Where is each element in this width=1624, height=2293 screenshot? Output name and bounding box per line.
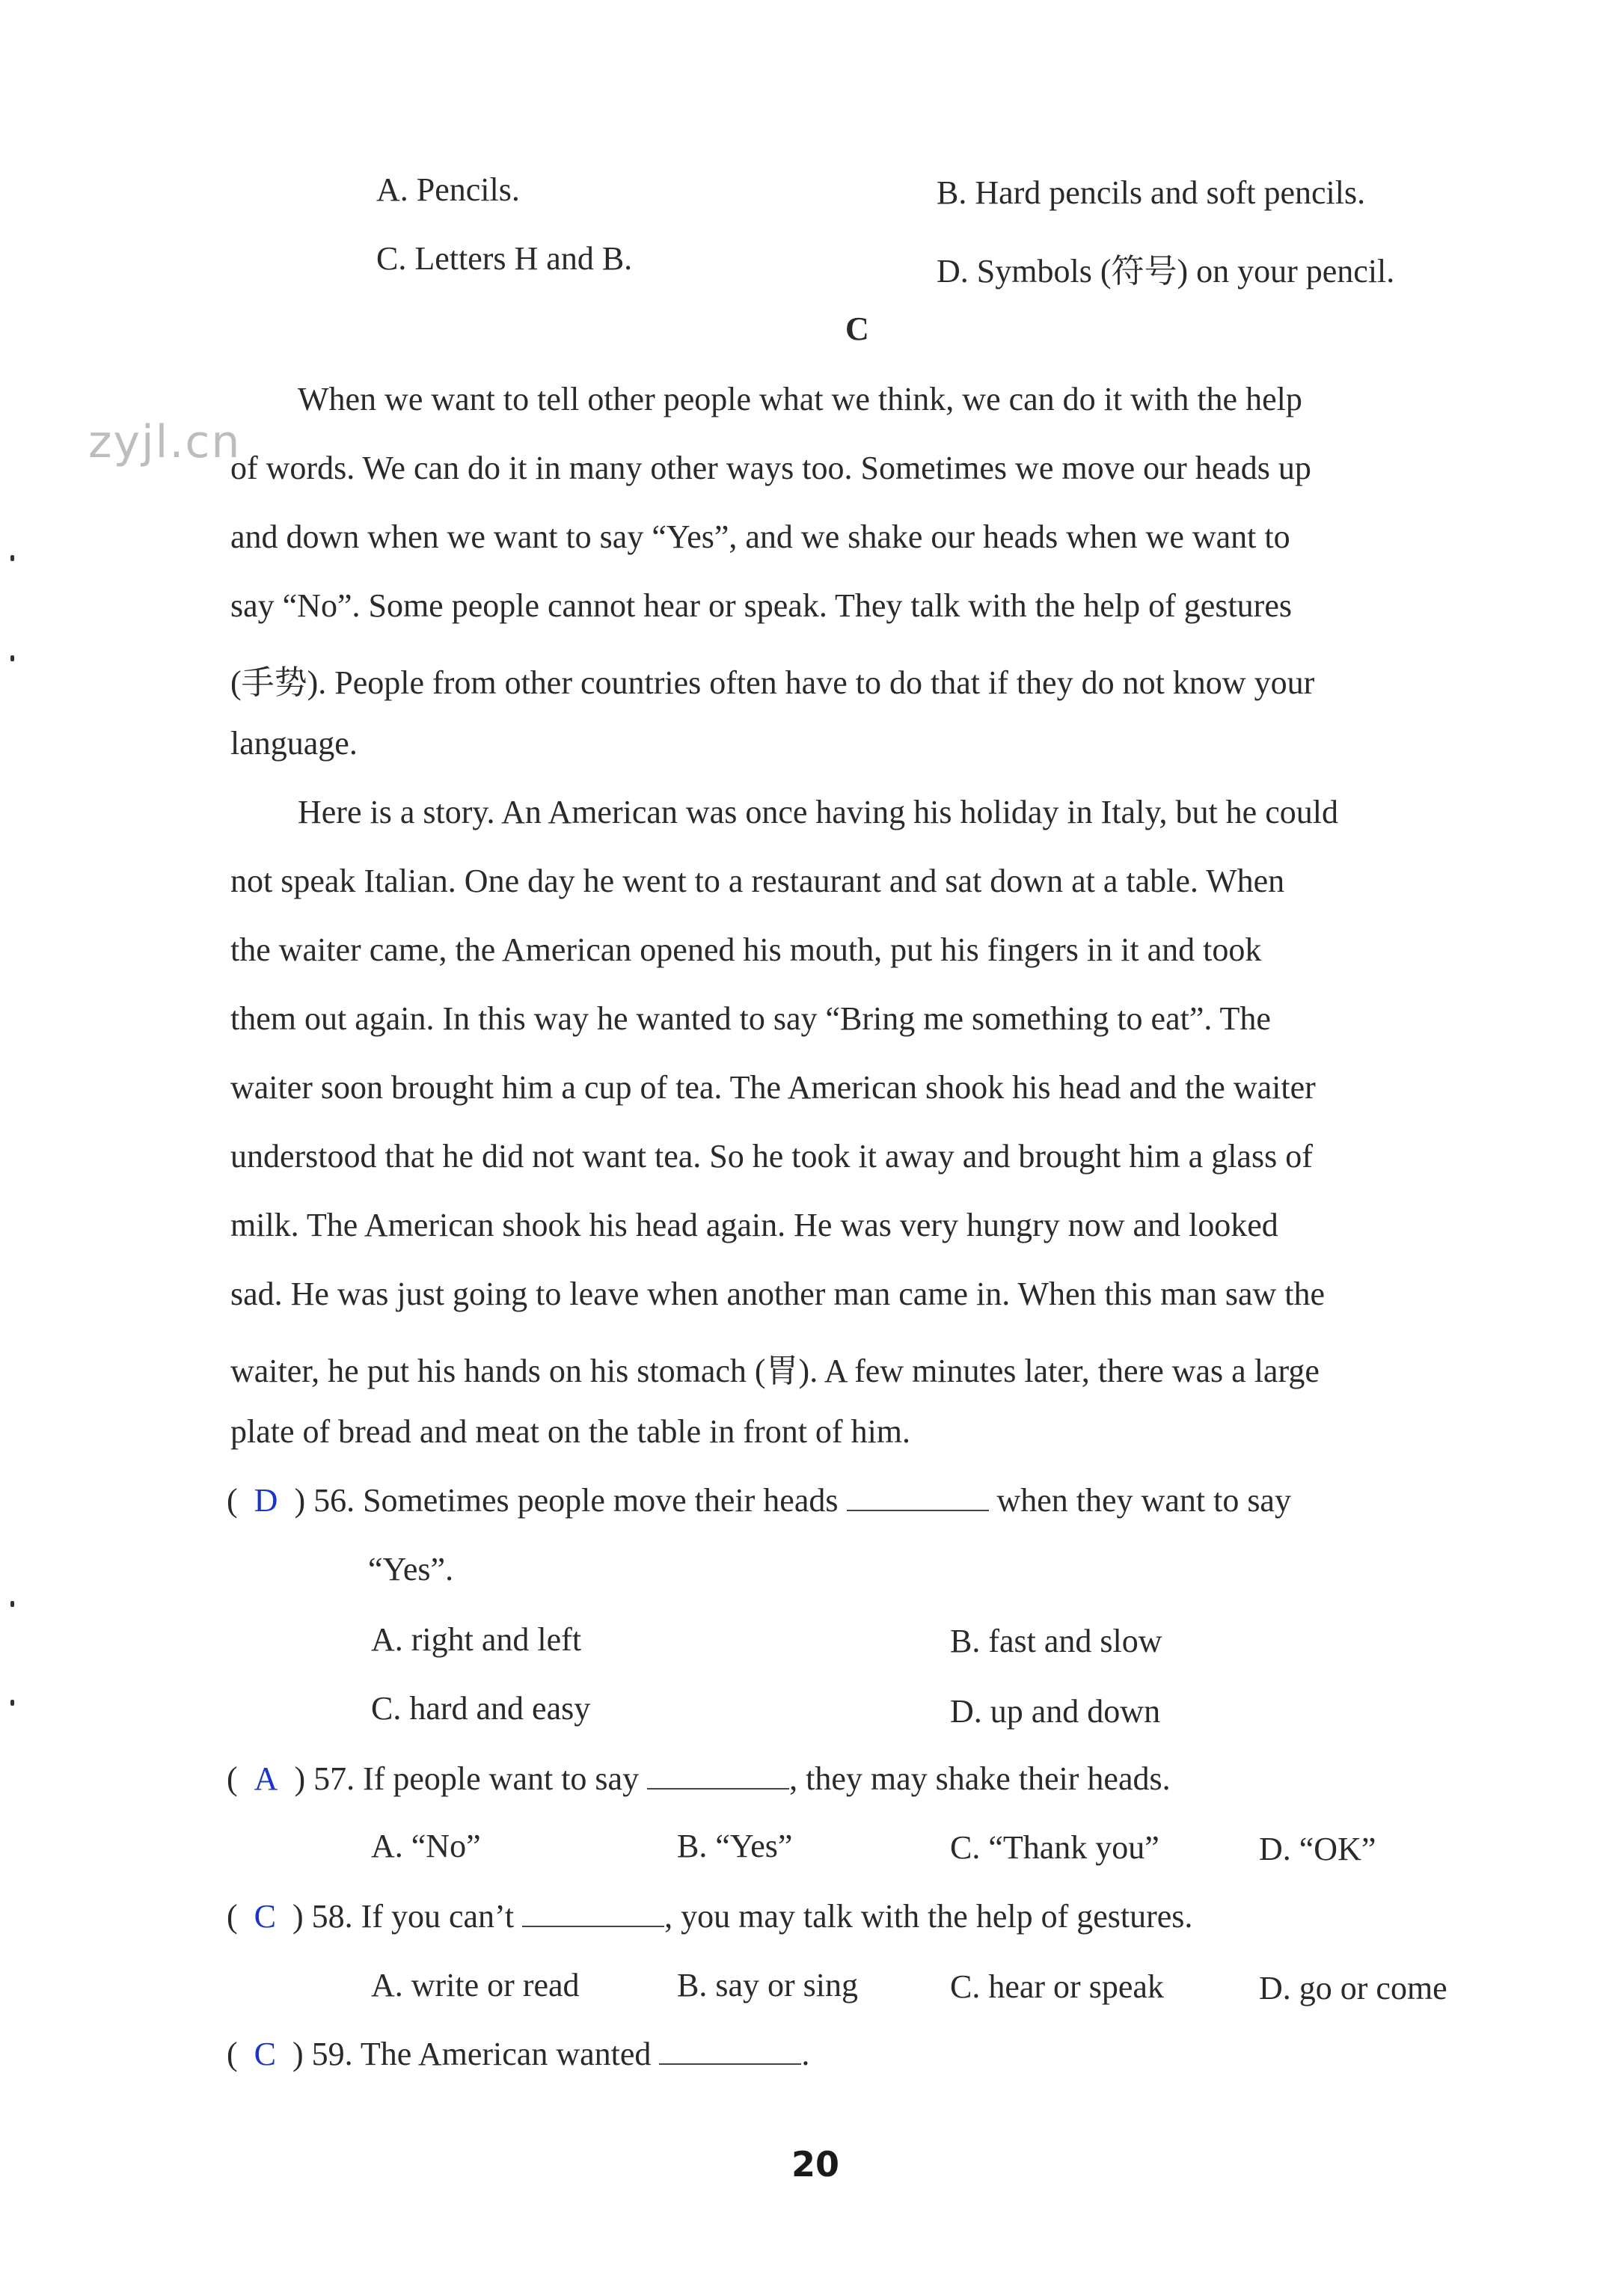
q58-option-c: C. hear or speak — [950, 1968, 1164, 2005]
stem-59-after: . — [801, 2036, 810, 2072]
passage-line: and down when we want to say “Yes”, and we shake our heads when we want to — [230, 518, 1290, 555]
passage-line: waiter, he put his hands on his stomach (胃). A few minutes later, there was a large — [230, 1353, 1320, 1389]
paren-open: ( — [227, 1760, 238, 1797]
passage-line: the waiter came, the American opened his mouth, put his fingers in it and took — [230, 931, 1262, 968]
q57-option-b: B. “Yes” — [677, 1828, 793, 1864]
passage-line: plate of bread and meat on the table in front of him. — [230, 1413, 911, 1450]
q56-option-d: D. up and down — [950, 1693, 1161, 1730]
stem-56: ) 56. Sometimes people move their heads — [294, 1482, 839, 1519]
q57-option-d: D. “OK” — [1259, 1831, 1376, 1867]
question-56 — [227, 1481, 1291, 1519]
passage-line: of words. We can do it in many other ways too. Sometimes we move our heads up — [230, 450, 1311, 486]
answer-59: C — [254, 2036, 277, 2072]
stem-59: ) 59. The American wanted — [292, 2036, 652, 2072]
stem-58-after: , you may talk with the help of gestures. — [664, 1898, 1193, 1935]
passage-line: language. — [230, 725, 358, 762]
passage-line: understood that he did not want tea. So he took it away and brought him a glass of — [230, 1138, 1313, 1175]
watermark: zyjl.cn — [88, 416, 242, 468]
scan-mark — [10, 555, 14, 561]
question-56-cont: “Yes”. — [368, 1551, 454, 1588]
passage-line: sad. He was just going to leave when another man came in. When this man saw the — [230, 1276, 1326, 1312]
passage-line: say “No”. Some people cannot hear or speak. They talk with the help of gestures — [230, 587, 1292, 624]
q56-option-c: C. hard and easy — [371, 1690, 591, 1727]
passage-line: When we want to tell other people what we think, we can do it with the help — [298, 381, 1302, 417]
stem-57-after: , they may shake their heads. — [789, 1760, 1171, 1797]
question-58 — [227, 1897, 1192, 1935]
q57-option-a: A. “No” — [371, 1828, 481, 1864]
paren-open: ( — [227, 2036, 238, 2072]
section-heading: C — [845, 310, 869, 347]
page-number: 20 — [791, 2144, 840, 2185]
prev-option-d: D. Symbols (符号) on your pencil. — [937, 253, 1395, 290]
answer-blank — [647, 1787, 789, 1790]
answer-blank — [659, 2063, 801, 2065]
passage-line: not speak Italian. One day he went to a restaurant and sat down at a table. When — [230, 863, 1285, 899]
q56-option-b: B. fast and slow — [950, 1623, 1162, 1659]
passage-line: Here is a story. An American was once having his holiday in Italy, but he could — [298, 794, 1338, 830]
question-57 — [227, 1760, 1171, 1798]
scan-mark — [10, 1601, 14, 1607]
stem-56-after: when they want to say — [996, 1482, 1291, 1519]
answer-58: C — [254, 1898, 277, 1935]
stem-57: ) 57. If people want to say — [294, 1760, 640, 1797]
scan-mark — [10, 1700, 14, 1706]
q57-option-c: C. “Thank you” — [950, 1829, 1159, 1866]
passage-line: (手势). People from other countries often have to do that if they do not know your — [230, 664, 1315, 701]
prev-option-c: C. Letters H and B. — [376, 240, 633, 277]
paren-open: ( — [227, 1482, 238, 1519]
q58-option-b: B. say or sing — [677, 1967, 858, 2003]
answer-blank — [522, 1925, 664, 1927]
scan-mark — [10, 655, 14, 661]
passage-line: them out again. In this way he wanted to say “Bring me something to eat”. The — [230, 1000, 1271, 1037]
passage-line: waiter soon brought him a cup of tea. The American shook his head and the waiter — [230, 1069, 1316, 1106]
answer-57: A — [254, 1760, 278, 1797]
stem-58: ) 58. If you can’t — [292, 1898, 515, 1935]
q58-option-d: D. go or come — [1259, 1970, 1447, 2006]
q56-option-a: A. right and left — [371, 1621, 582, 1658]
passage-line: milk. The American shook his head again. He was very hungry now and looked — [230, 1207, 1278, 1243]
q58-option-a: A. write or read — [371, 1967, 580, 2003]
answer-blank — [847, 1509, 989, 1511]
prev-option-a: A. Pencils. — [376, 171, 520, 208]
answer-56: D — [254, 1482, 278, 1519]
paren-open: ( — [227, 1898, 238, 1935]
question-59 — [227, 2035, 809, 2073]
prev-option-b: B. Hard pencils and soft pencils. — [937, 174, 1366, 211]
